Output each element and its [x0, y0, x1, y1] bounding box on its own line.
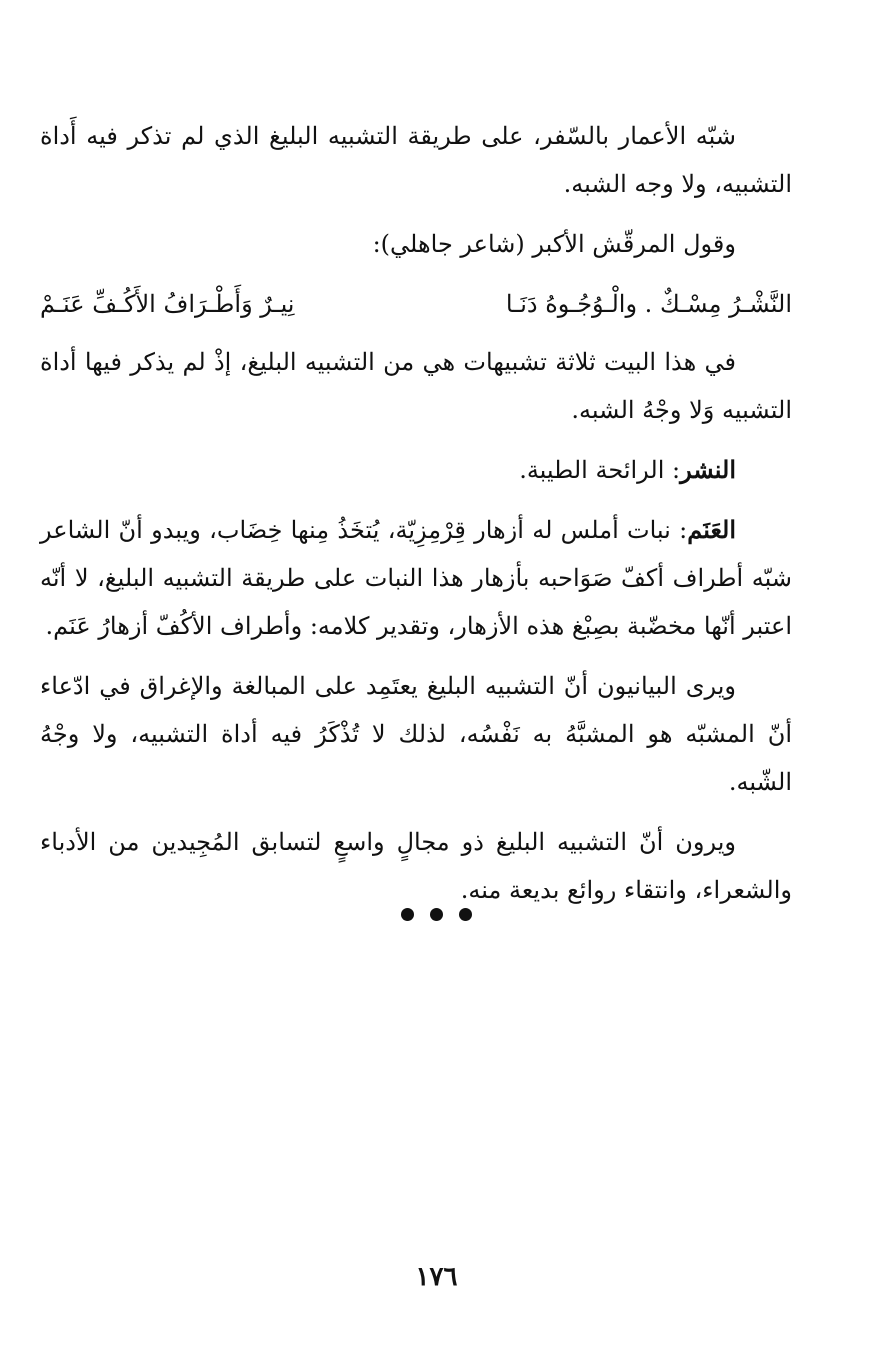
- definition-separator: :: [664, 456, 681, 484]
- paragraph-3: ويرى البيانيون أنّ التشبيه البليغ يعتَمِد على المبالغة والإغراق في ادّعاء أنّ المشبّه هو المشبَّهُ به نَفْسُه، لذلك لا تُذْكَرُ فيه أداة التشبيه، ولا وجْهُ الشّبه.: [40, 672, 792, 796]
- page-number: ١٧٦: [415, 1262, 458, 1292]
- definition-term: العَنَم: [687, 515, 737, 544]
- definition-anam: [40, 506, 792, 650]
- divider-dot: [430, 908, 443, 921]
- verse-first-hemistich: النَّشْـرُ مِسْـكٌ . والْـوُجُـوهُ دَنَـا: [505, 290, 792, 318]
- page-body: [40, 112, 792, 926]
- verse-second-hemistich: نِيـرٌ وَأَطْـرَافُ الأَكُـفِّ عَنَـمْ: [40, 290, 295, 318]
- definition-text: الرائحة الطيبة.: [519, 456, 665, 484]
- divider-dot: [459, 908, 472, 921]
- definition-separator: :: [670, 516, 688, 544]
- definition-term: النشر: [680, 455, 736, 484]
- definition-text: نبات أملس له أزهار قِرْمِزِيّة، يُتخَذُ مِنها خِضَاب، ويبدو أنّ الشاعر شبّه أطراف أكفّ صَوَاحبه بأزهار هذا النبات على طريقة التشبيه البليغ، لا أنّه اعتبر أنّها مخضّبة بصِبْغ هذه الأزهار، وتقدير كلامه: وأطراف الأكُفّ أزهارُ عَنَم.: [40, 516, 792, 640]
- definition-nashr: [40, 446, 792, 494]
- paragraph-4: ويرون أنّ التشبيه البليغ ذو مجالٍ واسعٍ لتسابق المُجِيدين من الأدباء والشعراء، وانتقاء روائع بديعة منه.: [40, 828, 792, 904]
- verse-intro: وقول المرقّش الأكبر (شاعر جاهلي):: [372, 230, 736, 258]
- poem-verse: [40, 280, 792, 328]
- paragraph-1: شبّه الأعمار بالسّفر، على طريقة التشبيه البليغ الذي لم تذكر فيه أَداة التشبيه، ولا وجه الشبه.: [40, 122, 792, 198]
- divider-dot: [401, 908, 414, 921]
- paragraph-2: في هذا البيت ثلاثة تشبيهات هي من التشبيه البليغ، إذْ لم يذكر فيها أداة التشبيه وَلا وجْهُ الشبه.: [40, 348, 792, 424]
- section-divider: [0, 898, 873, 930]
